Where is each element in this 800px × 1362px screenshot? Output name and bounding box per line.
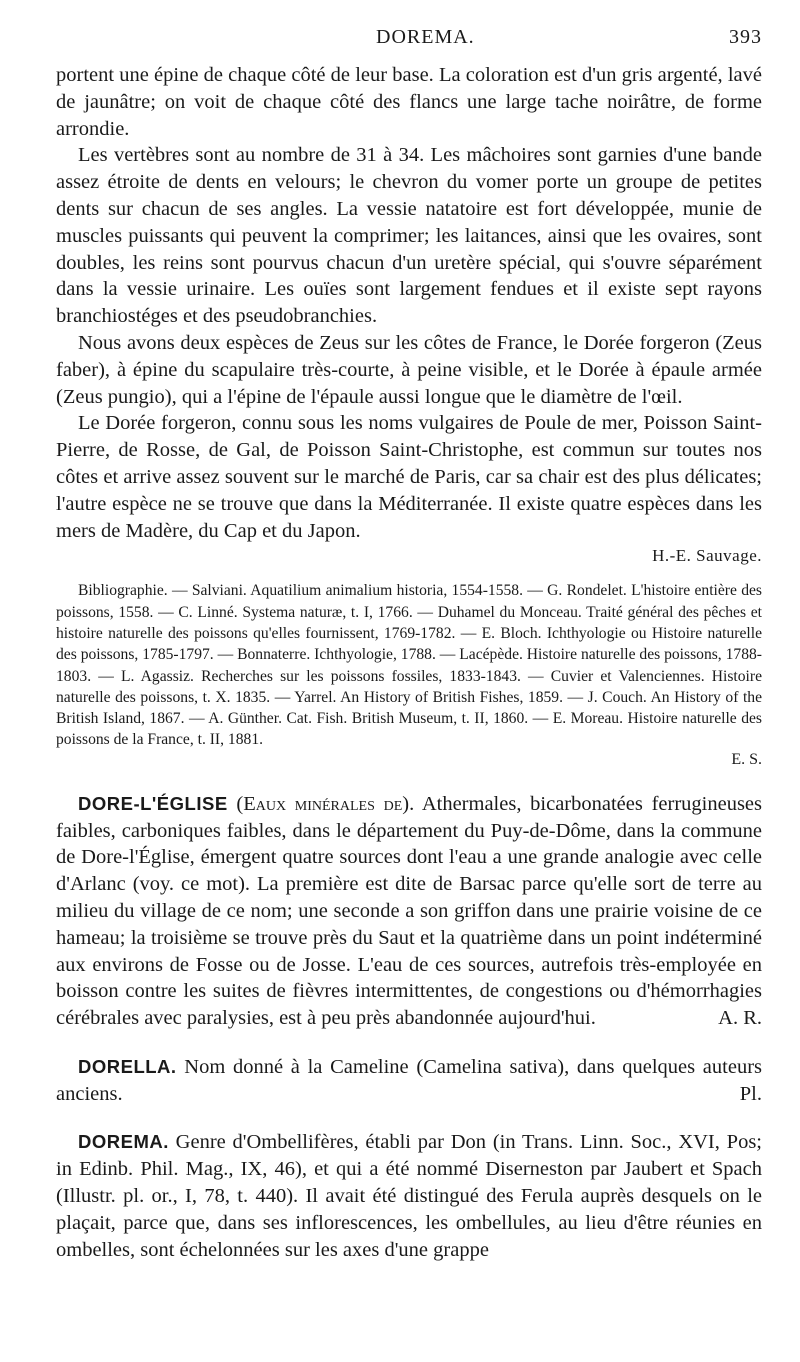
qualifier: (Eaux minérales de). [236,792,415,815]
headword: DORELLA. [78,1055,177,1077]
entry-dore-l-eglise [56,791,762,1032]
paragraph-3: Nous avons deux espèces de Zeus sur les côtes de France, le Dorée forgeron (Zeus faber), à épine du scapulaire très-courte, à peine visible, et le Dorée à épaule armée (Zeus pungio), qui a l'épine de l'épaule aussi longue que le diamètre de l'œil. [56,331,762,408]
page-number: 393 [729,26,762,48]
bibliography: Bibliographie. — Salviani. Aquatilium animalium historia, 1554-1558. — G. Rondelet. L'histoire entière des poissons, 1558. — C. Linné. Systema naturæ, t. I, 1766. — Duhamel du Monceau. Traité général des pêches et histoire naturelle des poissons qu'elles fournissent, 1769-1782. — E. Bloch. Ichthyologie ou Histoire naturelle des poissons, 1785-1797. — Bonnaterre. Ichthyologie, 1788. — Lacépède. Histoire naturelle des poissons, 1788-1803. — L. Agassiz. Recherches sur les poissons fossiles, 1833-1843. — Cuvier et Valenciennes. Histoire naturelle des poissons, t. X. 1835. — Yarrel. An History of British Fishes, 1859. — J. Couch. An History of the British Island, 1867. — A. Günther. Cat. Fish. British Museum, t. II, 1860. — E. Moreau. Histoire naturelle des poissons de la France, t. II, 1881. [56,582,762,749]
author-signature: H.-E. Sauvage. [652,546,762,566]
headword: DOREMA. [78,1131,169,1153]
paragraph-1: portent une épine de chaque côté de leur base. La coloration est d'un gris argenté, lavé de jaunâtre; on voit de chaque côté des flancs une large tache noirâtre, de forme arrondie. [56,64,762,140]
entry-author: A. R. [718,1007,762,1030]
entry-dorella [56,1054,762,1108]
headword: DORE-L'ÉGLISE [78,792,228,814]
running-title: DOREMA. [376,26,475,48]
entry-text: Athermales, bicarbonatées ferrugineuses faibles, carboniques faibles, dans le département du Puy-de-Dôme, dans la commune de Dore-l'Église, émergent quatre sources dont l'eau a une grande analogie avec celle d'Arlanc (voy. ce mot). La première est dite de Barsac parce qu'elle sort de terre au milieu du village de ce nom; une seconde a son griffon dans une prairie voisine de ce hameau; la troisième se trouve près du Saut et la quatrième dans un point indéterminé aux environs de Fosse ou de Josse. L'eau de ces sources, autrefois très-employée en boisson contre les suites de fièvres intermittentes, de congestions ou d'hémorrhagies cérébrales avec paralysies, est à peu près abandonnée aujourd'hui. [56,792,762,1030]
entry-author: Pl. [739,1082,762,1105]
paragraph-4: Le Dorée forgeron, connu sous les noms vulgaires de Poule de mer, Poisson Saint-Pierre, de Rosse, de Gal, de Poisson Saint-Christophe, est commun sur toutes nos côtes et arrive assez souvent sur le marché de Paris, car sa chair est des plus délicates; l'autre espèce ne se trouve que dans la Méditerranée. Il existe quatre espèces dans les mers de Madère, du Cap et du Japon. [56,412,762,542]
running-head [56,26,762,62]
entry-dorema [56,1129,762,1263]
paragraph-2: Les vertèbres sont au nombre de 31 à 34. Les mâchoires sont garnies d'une bande assez étroite de dents en velours; le chevron du vomer porte un groupe de petites dents sur chacun de ses angles. La vessie natatoire est fort développée, munie de muscles puissants qui peuvent la comprimer; les laitances, ainsi que les ovaires, sont doubles, les reins sont pourvus chacun d'un uretère spécial, qui s'ouvre séparément dans la vessie urinaire. Les ouïes sont largement fendues et il existe sept rayons branchiostéges et des pseudobranchies. [56,144,762,328]
bibliography-signature: E. S. [731,750,762,768]
entry-text: Nom donné à la Cameline (Camelina sativa), dans quelques auteurs anciens. [56,1055,762,1105]
entry-text: Genre d'Ombellifères, établi par Don (in Trans. Linn. Soc., XVI, Pos; in Edinb. Phil. Mag., IX, 46), et qui a été nommé Diserneston par Jaubert et Spach (Illustr. pl. or., I, 78, t. 440). Il avait été distingué des Ferula auprès desquels on le plaçait, parce que, dans ses inflorescences, les ombellules, au lieu d'être réunies en ombelles, sont échelonnées sur les axes d'une grappe [56,1131,762,1261]
